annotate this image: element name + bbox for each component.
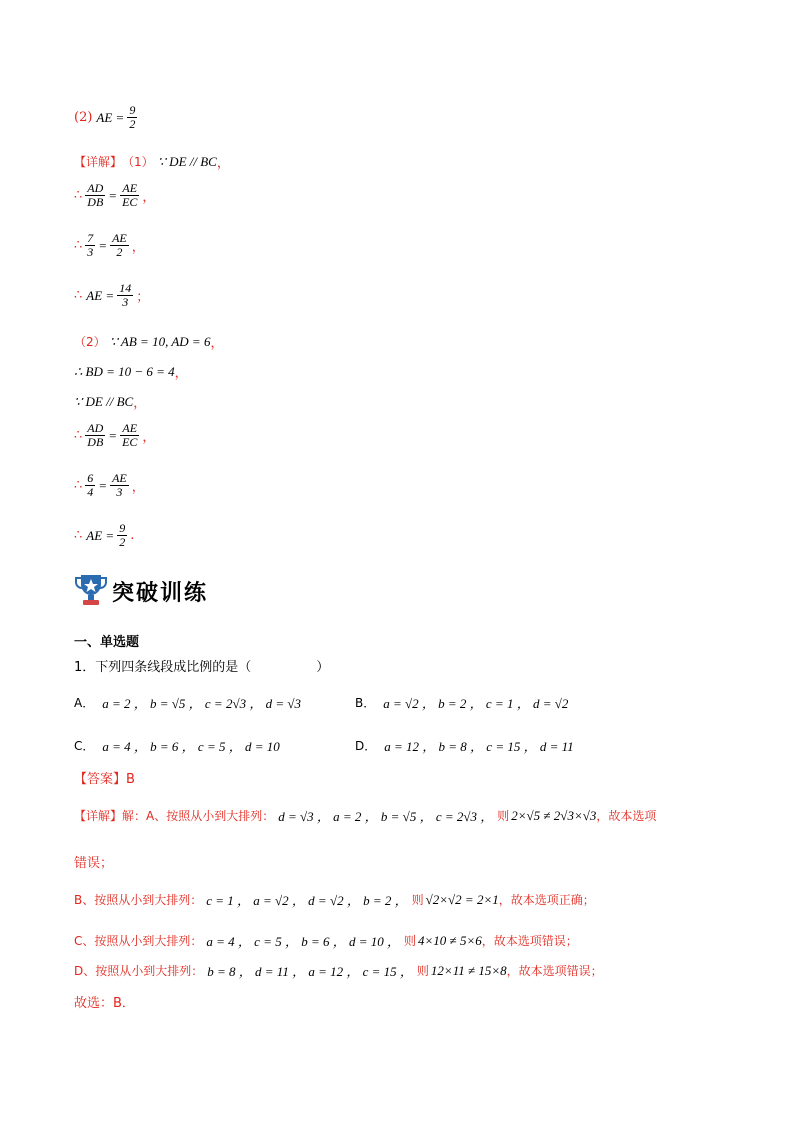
therefore-symbol: ∴ xyxy=(74,478,83,493)
detail-a-wrap: 错误； xyxy=(74,856,114,871)
section-heading xyxy=(74,572,208,610)
option-d: D． a = 12 ， b = 8 ， c = 15 ， d = 11 xyxy=(355,739,574,754)
option-a: A． a = 2 ， b = √5 ， c = 2√3 ， d = √3 xyxy=(74,696,301,711)
part-label: （2） xyxy=(74,335,106,349)
detail-tag: 【详解】 xyxy=(74,155,123,169)
therefore-symbol: ∴ xyxy=(74,238,83,253)
option-c: C． a = 4 ， b = 6 ， c = 5 ， d = 10 xyxy=(74,739,280,754)
bd-line: ∴ BD = 10 − 6 = 4 ， xyxy=(74,363,188,381)
ratio-line: ∴ $\frac{AD}{DB}$ = $\frac{AE}{EC}$ ， xyxy=(74,421,156,449)
question-text: 1．下列四条线段成比例的是（ ） xyxy=(74,660,330,675)
result-line-2 xyxy=(74,104,140,131)
ratio-line: ∴ $\frac{7}{3}$ = $\frac{AE}{2}$ ， xyxy=(74,231,145,259)
fraction: $\frac{AE}{2}$ xyxy=(112,231,127,259)
section-title: 突破训练 xyxy=(112,580,209,606)
ratio-line: ∴ $\frac{AD}{DB}$ = $\frac{AE}{EC}$ ， xyxy=(74,181,156,209)
fraction: $\frac{9}{2}$ xyxy=(119,521,126,549)
fraction: $\frac{AE}{3}$ xyxy=(112,471,127,499)
fraction: $\frac{AD}{DB}$ xyxy=(87,421,104,449)
therefore-symbol: ∴ xyxy=(74,528,83,543)
therefore-symbol: ∴ xyxy=(74,428,83,443)
fraction: $\frac{14}{3}$ xyxy=(119,281,132,309)
fraction: $\frac{9}{2}$ xyxy=(129,103,136,131)
detail-line xyxy=(74,152,230,171)
result-line-1: ∴ AE = $\frac{14}{3}$ ； xyxy=(74,281,150,309)
option-b: B． a = √2 ， b = 2 ， c = 1 ， d = √2 xyxy=(355,696,569,711)
final-result-line: ∴ AE = $\frac{9}{2}$ . xyxy=(74,521,135,549)
detail-a: 【详解】 解：A、按照从小到大排列： d = √3 ， a = 2 ， b = √5 ， c = 2√3 ， 则 2×√5 ≠ 2√3×√3 ，故本选项 xyxy=(74,807,657,824)
math-expr: ∵ DE // BC xyxy=(157,153,217,169)
fraction: $\frac{6}{4}$ xyxy=(87,471,94,499)
part-label: （1） xyxy=(122,155,154,169)
final-choice: 故选：B． xyxy=(74,996,135,1011)
fraction: $\frac{AE}{EC}$ xyxy=(122,421,138,449)
fraction: $\frac{7}{3}$ xyxy=(87,231,94,259)
ratio-line: ∴ $\frac{6}{4}$ = $\frac{AE}{3}$ ， xyxy=(74,471,145,499)
therefore-symbol: ∴ xyxy=(74,288,83,303)
fraction: $\frac{AE}{EC}$ xyxy=(122,181,138,209)
detail-b: B、按照从小到大排列： c = 1 ， a = √2 ， d = √2 ， b = 2 ， 则 √2×√2 = 2×1 ，故本选项正确； xyxy=(74,891,595,908)
math-expr: AE = xyxy=(96,109,125,125)
subheading: 一、单选题 xyxy=(74,635,140,650)
answer-label: 【答案】B xyxy=(74,772,135,787)
trophy-icon xyxy=(74,572,108,610)
part-label: (2) xyxy=(74,110,93,125)
punct: ， xyxy=(216,156,230,171)
fraction: $\frac{AD}{DB}$ xyxy=(87,181,104,209)
therefore-symbol: ∴ xyxy=(74,188,83,203)
parallel-line: ∵ DE // BC ， xyxy=(74,393,147,411)
detail-d: D、按照从小到大排列： b = 8 ， d = 11 ， a = 12 ， c = 15 ， 则 12×11 ≠ 15×8 ，故本选项错误； xyxy=(74,962,603,979)
part2-start: （2） ∵ AB = 10, AD = 6 ， xyxy=(74,333,224,351)
detail-c: C、按照从小到大排列： a = 4 ， c = 5 ， b = 6 ， d = 10 ， 则 4×10 ≠ 5×6 ，故本选项错误； xyxy=(74,932,578,949)
